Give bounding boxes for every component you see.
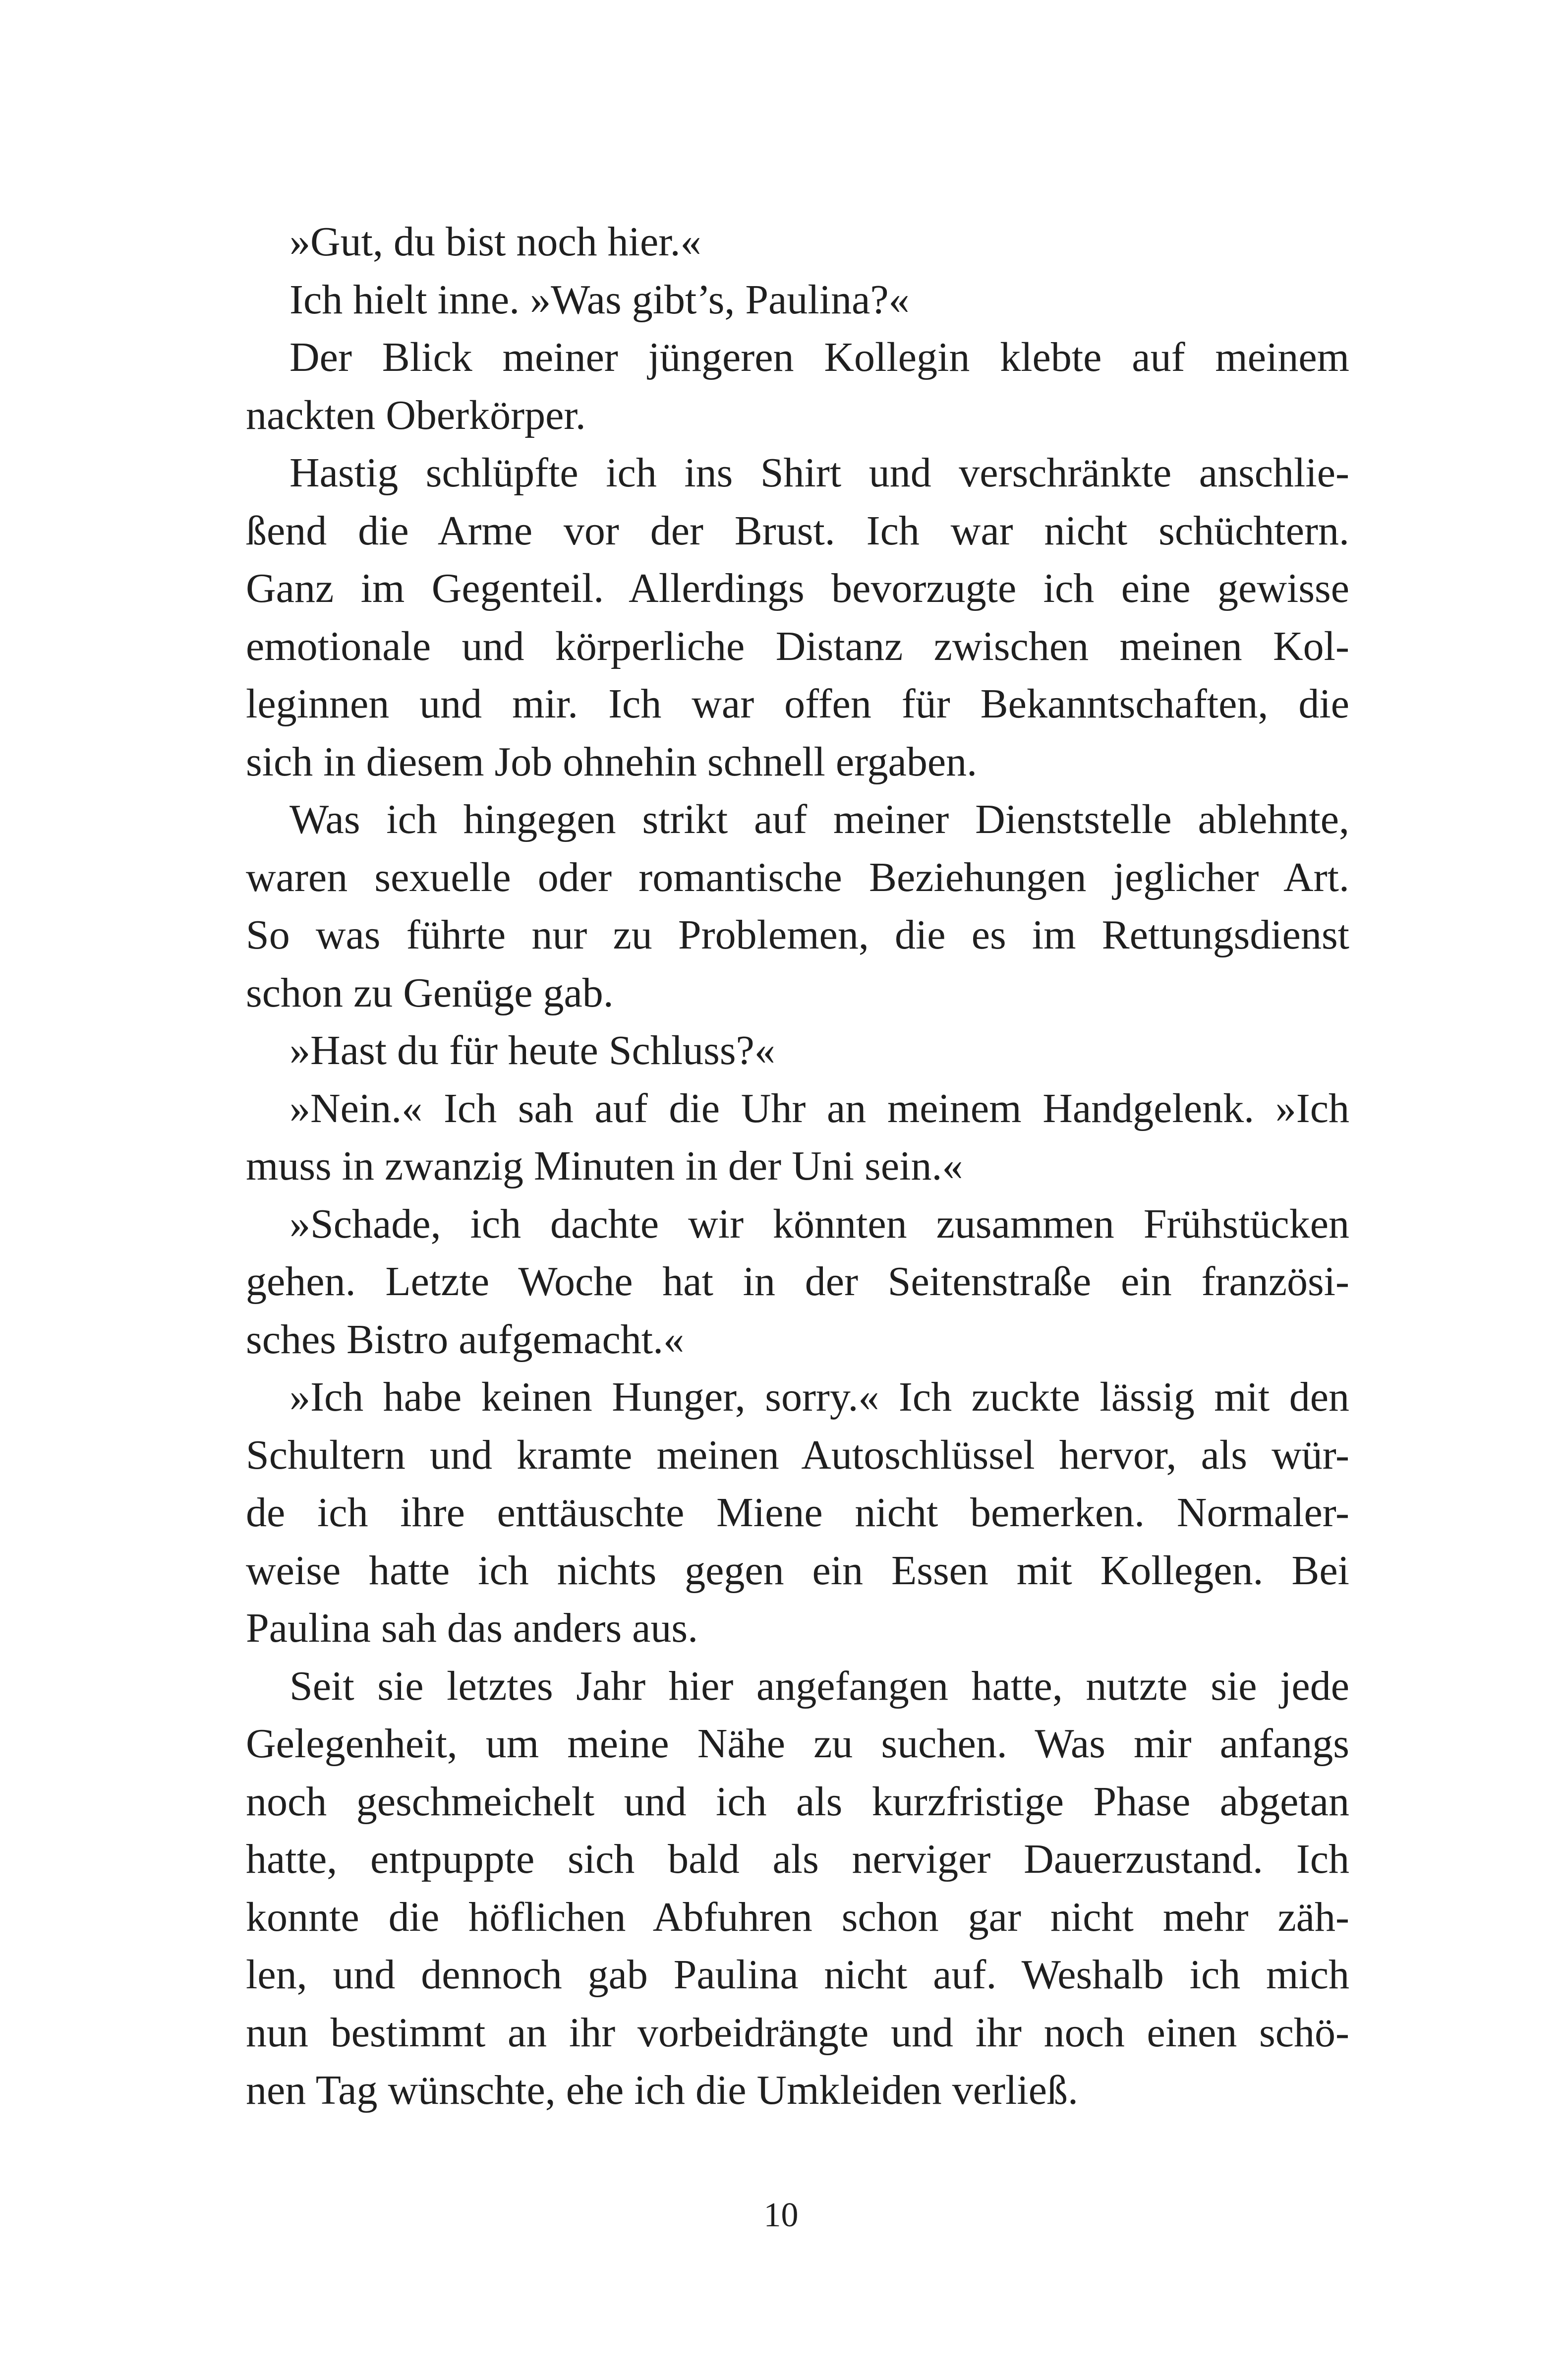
text-line: nen Tag wünschte, ehe ich die Umkleiden verließ. — [246, 2067, 1079, 2113]
text-line: Der Blick meiner jüngeren Kollegin klebte auf meinem — [289, 334, 1349, 380]
paragraph — [246, 1080, 1349, 1195]
text-line: noch geschmeichelt und ich als kurzfristige Phase abgetan — [246, 1778, 1349, 1825]
text-line: »Schade, ich dachte wir könnten zusammen Frühstücken — [289, 1200, 1349, 1247]
text-line: So was führte nur zu Problemen, die es im Rettungsdienst — [246, 912, 1349, 958]
paragraph — [246, 213, 1349, 271]
text-line: de ich ihre enttäuschte Miene nicht bemerken. Normaler- — [246, 1489, 1349, 1536]
text-line: schon zu Genüge gab. — [246, 969, 614, 1016]
paragraph — [246, 791, 1349, 1022]
paragraph — [246, 444, 1349, 791]
text-line: len, und dennoch gab Paulina nicht auf. Weshalb ich mich — [246, 1952, 1349, 1998]
text-line: muss in zwanzig Minuten in der Uni sein.« — [246, 1143, 963, 1189]
text-line: Ganz im Gegenteil. Allerdings bevorzugte ich eine gewisse — [246, 565, 1349, 611]
text-line: ßend die Arme vor der Brust. Ich war nicht schüchtern. — [246, 507, 1349, 554]
text-line: waren sexuelle oder romantische Beziehungen jeglicher Art. — [246, 854, 1349, 900]
paragraph — [246, 329, 1349, 444]
text-line: konnte die höflichen Abfuhren schon gar nicht mehr zäh- — [246, 1894, 1349, 1940]
paragraph — [246, 1368, 1349, 1658]
text-line: nackten Oberkörper. — [246, 392, 586, 438]
text-line: hatte, entpuppte sich bald als nerviger Dauerzustand. Ich — [246, 1836, 1349, 1882]
paragraph — [246, 271, 1349, 329]
text-line: Ich hielt inne. »Was gibt’s, Paulina?« — [289, 276, 910, 323]
text-line: Seit sie letztes Jahr hier angefangen hatte, nutzte sie jede — [289, 1663, 1349, 1709]
text-line: weise hatte ich nichts gegen ein Essen mit Kollegen. Bei — [246, 1547, 1349, 1594]
text-line: sich in diesem Job ohnehin schnell ergaben. — [246, 738, 978, 785]
paragraph — [246, 1195, 1349, 1369]
text-line: Schultern und kramte meinen Autoschlüssel hervor, als wür- — [246, 1431, 1349, 1478]
text-line: »Hast du für heute Schluss?« — [289, 1027, 775, 1073]
text-line: Hastig schlüpfte ich ins Shirt und verschränkte anschlie- — [289, 450, 1349, 496]
text-line: emotionale und körperliche Distanz zwischen meinen Kol- — [246, 623, 1349, 669]
paragraph — [246, 1022, 1349, 1080]
text-line: Gelegenheit, um meine Nähe zu suchen. Was mir anfangs — [246, 1721, 1349, 1767]
text-line: Was ich hingegen strikt auf meiner Dienststelle ablehnte, — [289, 796, 1349, 842]
text-line: »Gut, du bist noch hier.« — [289, 219, 701, 265]
paragraph — [246, 1658, 1349, 2120]
text-line: gehen. Letzte Woche hat in der Seitenstraße ein französi- — [246, 1258, 1349, 1305]
text-line: Paulina sah das anders aus. — [246, 1605, 698, 1651]
text-line: sches Bistro aufgemacht.« — [246, 1316, 685, 1363]
page-number: 10 — [763, 2196, 799, 2234]
body-text — [246, 213, 1349, 2120]
text-line: »Ich habe keinen Hunger, sorry.« Ich zuckte lässig mit den — [289, 1374, 1349, 1420]
text-line: »Nein.« Ich sah auf die Uhr an meinem Handgelenk. »Ich — [289, 1085, 1349, 1131]
text-line: nun bestimmt an ihr vorbeidrängte und ihr noch einen schö- — [246, 2009, 1349, 2056]
text-line: leginnen und mir. Ich war offen für Bekanntschaften, die — [246, 681, 1349, 727]
